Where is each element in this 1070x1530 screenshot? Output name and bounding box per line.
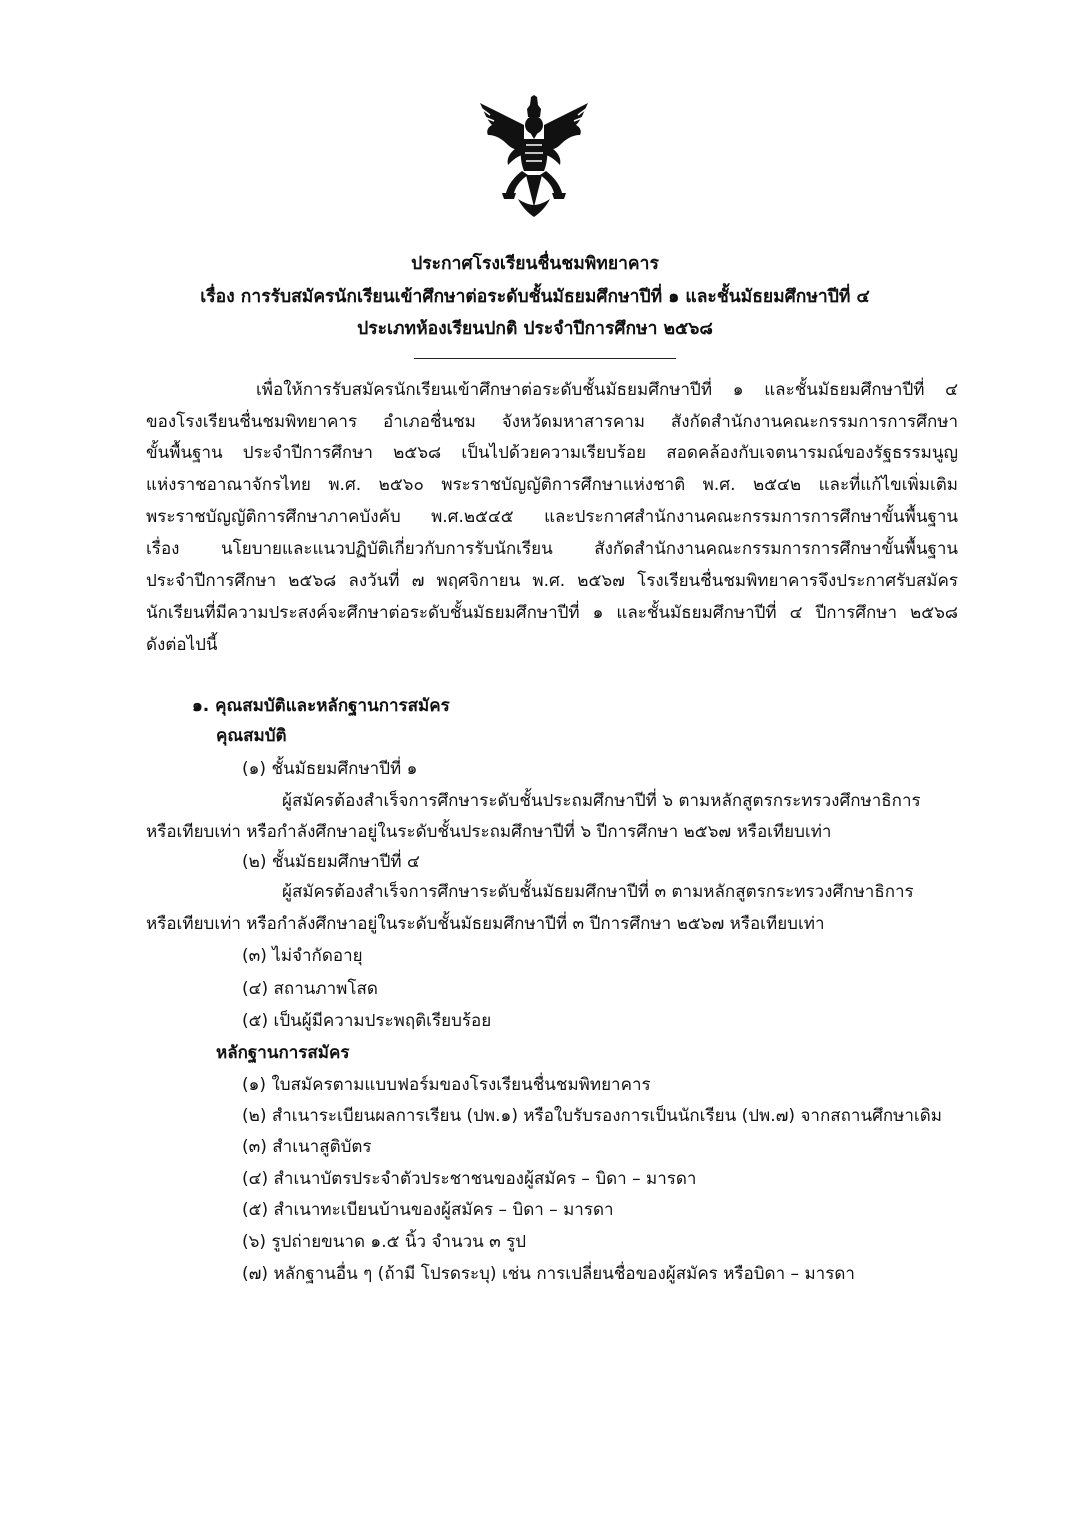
- evidence-heading: หลักฐานการสมัคร: [216, 1043, 350, 1063]
- qualification-text: ผู้สมัครต้องสำเร็จการศึกษาระดับชั้นประถมศึกษาปีที่ ๖ ตามหลักสูตรกระทรวงศึกษาธิการ: [282, 791, 921, 811]
- qualification-item: (๓) ไม่จำกัดอายุ: [242, 946, 363, 966]
- qualification-item: (๑) ชั้นมัธยมศึกษาปีที่ ๑: [242, 759, 418, 779]
- qualification-text: ผู้สมัครต้องสำเร็จการศึกษาระดับชั้นมัธยมศึกษาปีที่ ๓ ตามหลักสูตรกระทรวงศึกษาธิการ: [282, 882, 914, 902]
- intro-line: เพื่อให้การรับสมัครนักเรียนเข้าศึกษาต่อระดับชั้นมัธยมศึกษาปีที่ ๑ และชั้นมัธยมศึกษาปีที่ ๔: [256, 380, 958, 400]
- garuda-emblem: [478, 95, 590, 219]
- announcement-title: ประกาศโรงเรียนชื่นชมพิทยาคาร: [411, 254, 659, 274]
- section-heading: ๑. คุณสมบัติและหลักฐานการสมัคร: [192, 696, 450, 716]
- announcement-category: ประเภทห้องเรียนปกติ ประจำปีการศึกษา ๒๕๖๘: [357, 319, 713, 339]
- qualification-text: หรือเทียบเท่า หรือกำลังศึกษาอยู่ในระดับชั้นมัธยมศึกษาปีที่ ๓ ปีการศึกษา ๒๕๖๗ หรือเทียบเท่า: [146, 914, 825, 934]
- intro-line: นักเรียนที่มีความประสงค์จะศึกษาต่อระดับชั้นมัธยมศึกษาปีที่ ๑ และชั้นมัธยมศึกษาปีที่ ๔ ปีการศึกษา ๒๕๖๘: [146, 603, 958, 623]
- intro-line: ประจำปีการศึกษา ๒๕๖๘ ลงวันที่ ๗ พฤศจิกายน พ.ศ. ๒๕๖๗ โรงเรียนชื่นชมพิทยาคารจึงประกาศรับสมัคร: [146, 571, 958, 591]
- intro-line: ดังต่อไปนี้: [146, 635, 218, 655]
- intro-line: แห่งราชอาณาจักรไทย พ.ศ. ๒๕๖๐ พระราชบัญญัติการศึกษาแห่งชาติ พ.ศ. ๒๕๔๒ และที่แก้ไขเพิ่มเติม: [146, 475, 958, 495]
- evidence-item: (๑) ใบสมัครตามแบบฟอร์มของโรงเรียนชื่นชมพิทยาคาร: [242, 1075, 651, 1095]
- evidence-item: (๗) หลักฐานอื่น ๆ (ถ้ามี โปรดระบุ) เช่น การเปลี่ยนชื่อของผู้สมัคร หรือบิดา – มารดา: [242, 1264, 855, 1284]
- intro-line: พระราชบัญญัติการศึกษาภาคบังคับ พ.ศ.๒๕๔๕ และประกาศสำนักงานคณะกรรมการการศึกษาขั้นพื้นฐาน: [146, 507, 958, 527]
- intro-line: ของโรงเรียนชื่นชมพิทยาคาร อำเภอชื่นชม จังหวัดมหาสารคาม สังกัดสำนักงานคณะกรรมการการศึกษา: [146, 412, 958, 432]
- announcement-subject: เรื่อง การรับสมัครนักเรียนเข้าศึกษาต่อระดับชั้นมัธยมศึกษาปีที่ ๑ และชั้นมัธยมศึกษาปีที่ ๔: [200, 287, 870, 307]
- qualification-text: หรือเทียบเท่า หรือกำลังศึกษาอยู่ในระดับชั้นประถมศึกษาปีที่ ๖ ปีการศึกษา ๒๕๖๗ หรือเทียบเท่า: [146, 822, 832, 842]
- intro-line: ขั้นพื้นฐาน ประจำปีการศึกษา ๒๕๖๘ เป็นไปด้วยความเรียบร้อย สอดคล้องกับเจตนารมณ์ของรัฐธรรมนูญ: [146, 443, 958, 463]
- qualification-item: (๔) สถานภาพโสด: [242, 979, 378, 999]
- title-divider: [414, 358, 676, 359]
- qualification-item: (๒) ชั้นมัธยมศึกษาปีที่ ๔: [242, 852, 420, 872]
- intro-line: เรื่อง นโยบายและแนวปฏิบัติเกี่ยวกับการรับนักเรียน สังกัดสำนักงานคณะกรรมการการศึกษาขั้นพื้นฐาน: [146, 539, 958, 559]
- evidence-item: (๖) รูปถ่ายขนาด ๑.๕ นิ้ว จำนวน ๓ รูป: [242, 1232, 527, 1252]
- qualifications-heading: คุณสมบัติ: [216, 726, 287, 746]
- qualification-item: (๕) เป็นผู้มีความประพฤติเรียบร้อย: [242, 1011, 492, 1031]
- evidence-item: (๓) สำเนาสูติบัตร: [242, 1137, 372, 1157]
- evidence-item: (๔) สำเนาบัตรประจำตัวประชาชนของผู้สมัคร – บิดา – มารดา: [242, 1169, 697, 1189]
- evidence-item: (๕) สำเนาทะเบียนบ้านของผู้สมัคร – บิดา – มารดา: [242, 1200, 614, 1220]
- evidence-item: (๒) สำเนาระเบียนผลการเรียน (ปพ.๑) หรือใบรับรองการเป็นนักเรียน (ปพ.๗) จากสถานศึกษาเดิม: [242, 1106, 942, 1126]
